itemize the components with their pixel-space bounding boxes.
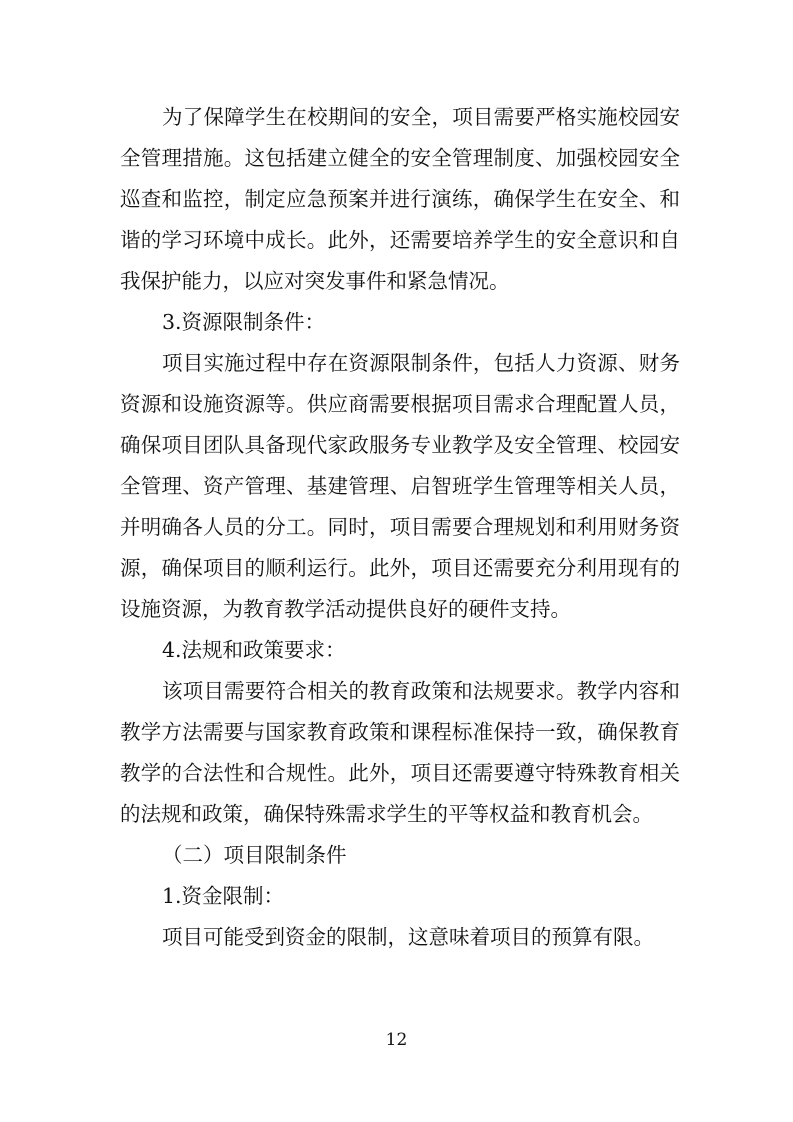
paragraph-resource-constraints: 项目实施过程中存在资源限制条件，包括人力资源、财务资源和设施资源等。供应商需要根据项目需求合理配置人员，确保项目团队具备现代家政服务专业教学及安全管理、校园安全管理、资产管理、基建管理、启智班学生管理等相关人员，并明确各人员的分工。同时，项目需要合理规划和利用财务资源，确保项目的顺利运行。此外，项目还需要充分利用现有的设施资源，为教育教学活动提供良好的硬件支持。 <box>120 351 680 621</box>
paragraph-funding-limits: 项目可能受到资金的限制，这意味着项目的预算有限。 <box>162 925 654 949</box>
heading-funding-limits: 1.资金限制： <box>162 884 285 908</box>
heading-resource-constraints: 3.资源限制条件： <box>162 310 326 334</box>
document-body <box>120 97 680 958</box>
page-number: 12 <box>385 1030 408 1050</box>
heading-regulations-policy: 4.法规和政策要求： <box>162 638 346 662</box>
paragraph-regulations-policy: 该项目需要符合相关的教育政策和法规要求。教学内容和教学方法需要与国家教育政策和课程标准保持一致，确保教育教学的合法性和合规性。此外，项目还需要遵守特殊教育相关的法规和政策，确保特殊需求学生的平等权益和教育机会。 <box>120 679 680 826</box>
paragraph-campus-safety: 为了保障学生在校期间的安全，项目需要严格实施校园安全管理措施。这包括建立健全的安全管理制度、加强校园安全巡查和监控，制定应急预案并进行演练，确保学生在安全、和谐的学习环境中成长。此外，还需要培养学生的安全意识和自我保护能力，以应对突发事件和紧急情况。 <box>120 105 680 293</box>
section-project-constraints: （二）项目限制条件 <box>162 843 347 867</box>
